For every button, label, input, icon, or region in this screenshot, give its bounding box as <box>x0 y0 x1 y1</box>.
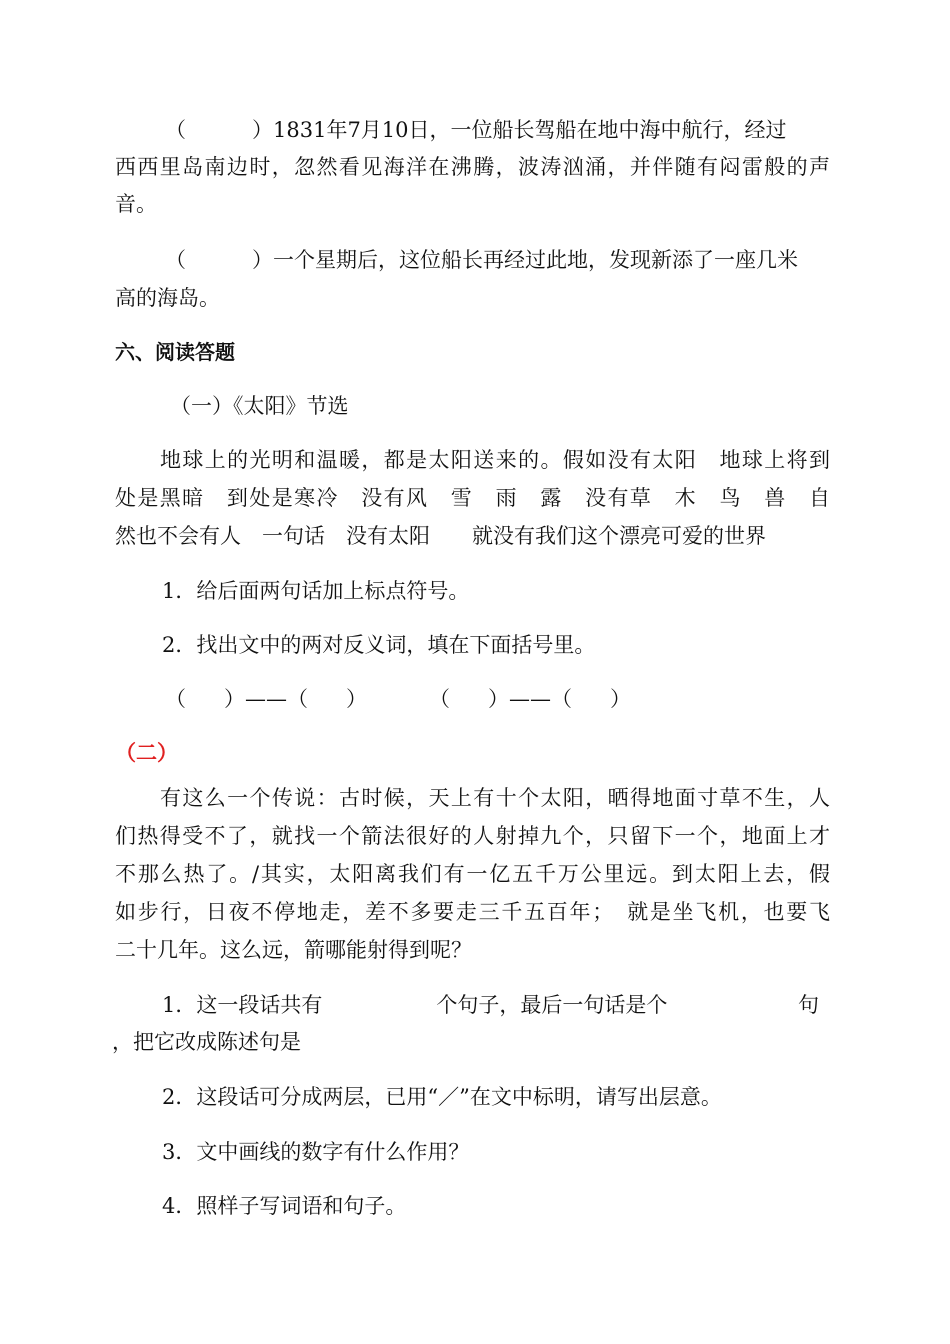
part-two-question-1 <box>162 987 667 1024</box>
antonym-blanks-row <box>165 681 631 718</box>
q1-text-b: 个句子，最后一句话是个 <box>436 993 668 1017</box>
sentence-a-text: 1831年7月10日，一位船长驾船在地中海中航行，经过 <box>273 118 787 142</box>
sentence-b-line1 <box>165 242 798 279</box>
part-two-passage-line3: 不那么热了。/其实，太阳离我们有一亿五千万公里远。到太阳上去，假 <box>115 862 830 886</box>
part-one-passage-line3: 然也不会有人 一句话 没有太阳 就没有我们这个漂亮可爱的世界 <box>115 524 766 548</box>
part-one-passage-line2: 处是黑暗 到处是寒冷 没有风 雪 雨 露 没有草 木 鸟 兽 自 <box>115 486 830 510</box>
blank-close-paren: ） <box>252 248 273 272</box>
blank-close-paren: ） <box>610 687 631 711</box>
part-one-title: （一）《太阳》节选 <box>170 394 349 418</box>
part-two-question-2: 2．这段话可分成两层，已用“／”在文中标明，请写出层意。 <box>162 1085 722 1109</box>
sentence-a-line1 <box>165 112 787 149</box>
part-one-question-2: 2．找出文中的两对反义词，填在下面括号里。 <box>162 633 596 657</box>
part-one-passage-line1: 地球上的光明和温暖，都是太阳送来的。假如没有太阳 地球上将到 <box>160 448 830 472</box>
dash: —— <box>245 687 287 711</box>
part-two-question-4: 4．照样子写词语和句子。 <box>162 1194 407 1218</box>
part-two-passage-line4: 如步行，日夜不停地走，差不多要走三千五百年； 就是坐飞机，也要飞 <box>115 900 830 924</box>
blank-open-paren: （ <box>287 687 308 711</box>
blank-close-paren: ） <box>488 687 509 711</box>
sentence-b-line2: 高的海岛。 <box>115 286 220 310</box>
blank-open-paren: （ <box>551 687 572 711</box>
q1-text-d: ，把它改成陈述句是 <box>112 1030 301 1054</box>
blank-open-paren: （ <box>165 118 186 142</box>
q1-text-a: 1．这一段话共有 <box>162 993 323 1017</box>
sentence-a-line3: 音。 <box>115 192 157 216</box>
blank-close-paren: ） <box>252 118 273 142</box>
part-one-question-1: 1．给后面两句话加上标点符号。 <box>162 579 470 603</box>
q1-text-c: 句 <box>798 993 819 1017</box>
blank-open-paren: （ <box>165 687 186 711</box>
blank-close-paren: ） <box>224 687 245 711</box>
part-two-passage-line5: 二十几年。这么远，箭哪能射得到呢？ <box>115 938 472 962</box>
part-two-question-3: 3．文中画线的数字有什么作用？ <box>162 1140 470 1164</box>
part-two-passage-line1: 有这么一个传说：古时候，天上有十个太阳，晒得地面寸草不生，人 <box>160 786 830 810</box>
sentence-a-line2: 西西里岛南边时，忽然看见海洋在沸腾，波涛汹涌，并伴随有闷雷般的声 <box>115 155 830 179</box>
blank-open-paren: （ <box>429 687 450 711</box>
blank-open-paren: （ <box>165 248 186 272</box>
dash: —— <box>509 687 551 711</box>
part-two-passage-line2: 们热得受不了，就找一个箭法很好的人射掉九个，只留下一个，地面上才 <box>115 824 830 848</box>
section-six-heading: 六、阅读答题 <box>115 340 235 364</box>
sentence-b-text: 一个星期后，这位船长再经过此地，发现新添了一座几米 <box>273 248 798 272</box>
blank-close-paren: ） <box>346 687 367 711</box>
part-two-title: （二） <box>115 741 178 765</box>
